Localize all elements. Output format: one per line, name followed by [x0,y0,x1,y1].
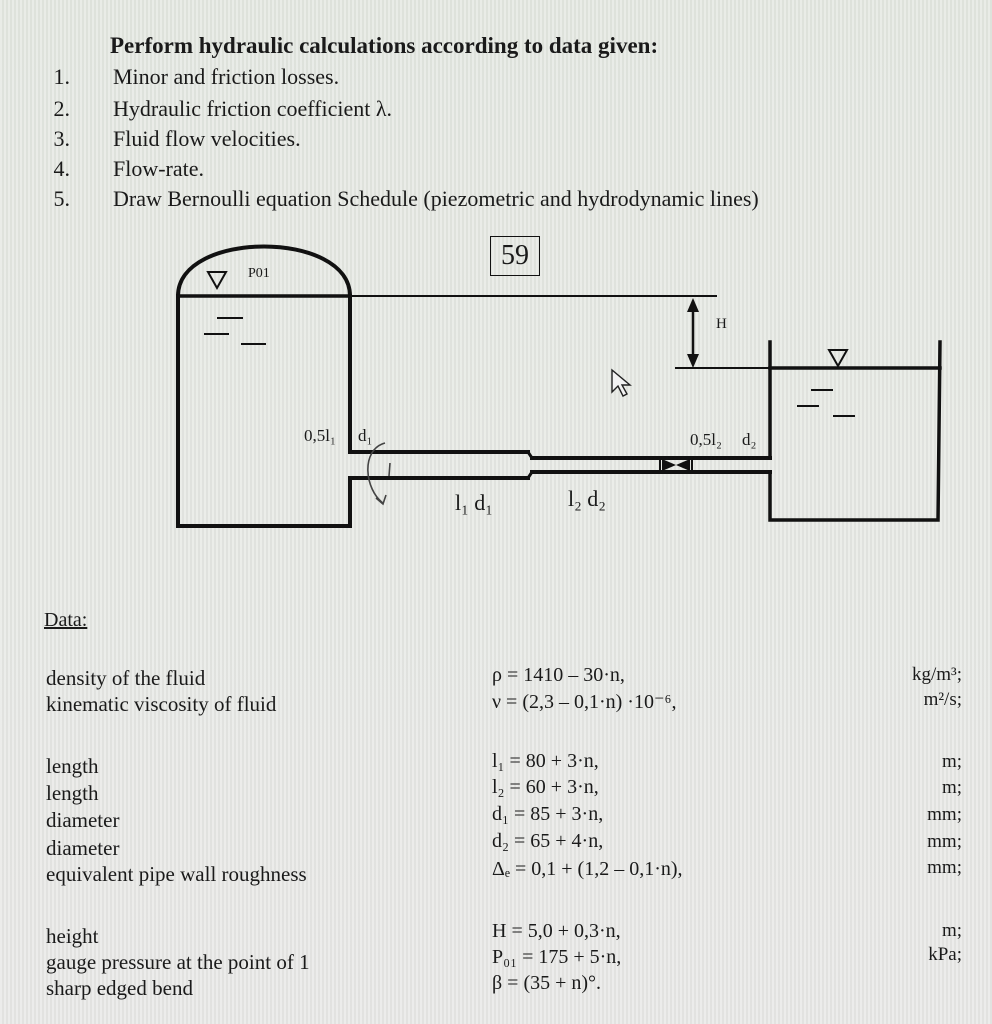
task-number: 5. [53,186,70,211]
data-formula: d₁ = 85 + 3·n, [492,803,604,825]
head-label: H [716,316,727,332]
data-heading: Data: [44,609,88,631]
task-number: 4. [53,156,70,181]
data-formula: H = 5,0 + 0,3·n, [492,920,621,942]
task-text: Flow-rate. [113,156,205,181]
valve-icon [660,458,692,472]
data-label: length [46,754,99,778]
data-unit: kPa; [928,944,962,965]
pipe-2-label: l₂ d₂ [568,486,606,511]
data-label: height [46,924,99,948]
pipe-2-diameter-label: d₂ [742,430,757,449]
task-number: 3. [53,126,70,151]
data-unit: m; [941,751,962,772]
page-title: Perform hydraulic calculations according to data given: [110,33,659,58]
tank-pressure-label: P01 [248,266,270,281]
data-formula: ρ = 1410 – 30·n, [492,664,625,686]
data-unit: m²/s; [923,689,962,710]
pipe-1-partial-label: 0,5l₁ [304,426,336,445]
task-number: 2. [53,96,70,121]
data-label: equivalent pipe wall roughness [46,862,307,886]
arrow-down-icon [687,354,699,368]
data-unit: mm; [927,831,962,852]
data-formula: P₀₁ = 175 + 5·n, [492,946,622,968]
task-number: 1. [53,64,70,89]
pipe-1-label: l₁ d₁ [455,490,493,515]
data-formula: Δₑ = 0,1 + (1,2 – 0,1·n), [492,858,683,880]
data-formula: l₂ = 60 + 3·n, [492,776,599,798]
data-label: diameter [46,836,120,860]
data-label: sharp edged bend [46,976,193,1000]
variant-number-box: 59 [490,236,540,276]
data-formula: d₂ = 65 + 4·n, [492,830,604,852]
task-text: Draw Bernoulli equation Schedule (piezometric and hydrodynamic lines) [113,186,759,211]
data-label: diameter [46,808,120,832]
pipe-2-partial-label: 0,5l₂ [690,430,722,449]
data-unit: mm; [927,804,962,825]
data-unit: kg/m³; [911,664,962,685]
data-label: gauge pressure at the point of 1 [46,950,310,974]
data-label: length [46,781,99,805]
data-formula: β = (35 + n)°. [492,972,602,994]
data-label: kinematic viscosity of fluid [46,692,277,716]
data-label: density of the fluid [46,666,206,690]
task-text: Hydraulic friction coefficient λ. [113,96,393,121]
mouse-cursor-icon [612,370,630,396]
data-formula: ν = (2,3 – 0,1·n) ·10⁻⁶, [492,691,677,713]
data-formula: l₁ = 80 + 3·n, [492,750,599,772]
free-surface-icon [829,350,847,366]
data-unit: mm; [927,857,962,878]
data-unit: m; [941,920,962,941]
task-text: Fluid flow velocities. [113,126,301,151]
arrow-up-icon [687,298,699,312]
pipe-1-diameter-label: d₁ [358,426,373,445]
left-tank-wall [178,296,350,526]
free-surface-icon [208,272,226,288]
data-unit: m; [941,777,962,798]
task-text: Minor and friction losses. [113,64,340,89]
